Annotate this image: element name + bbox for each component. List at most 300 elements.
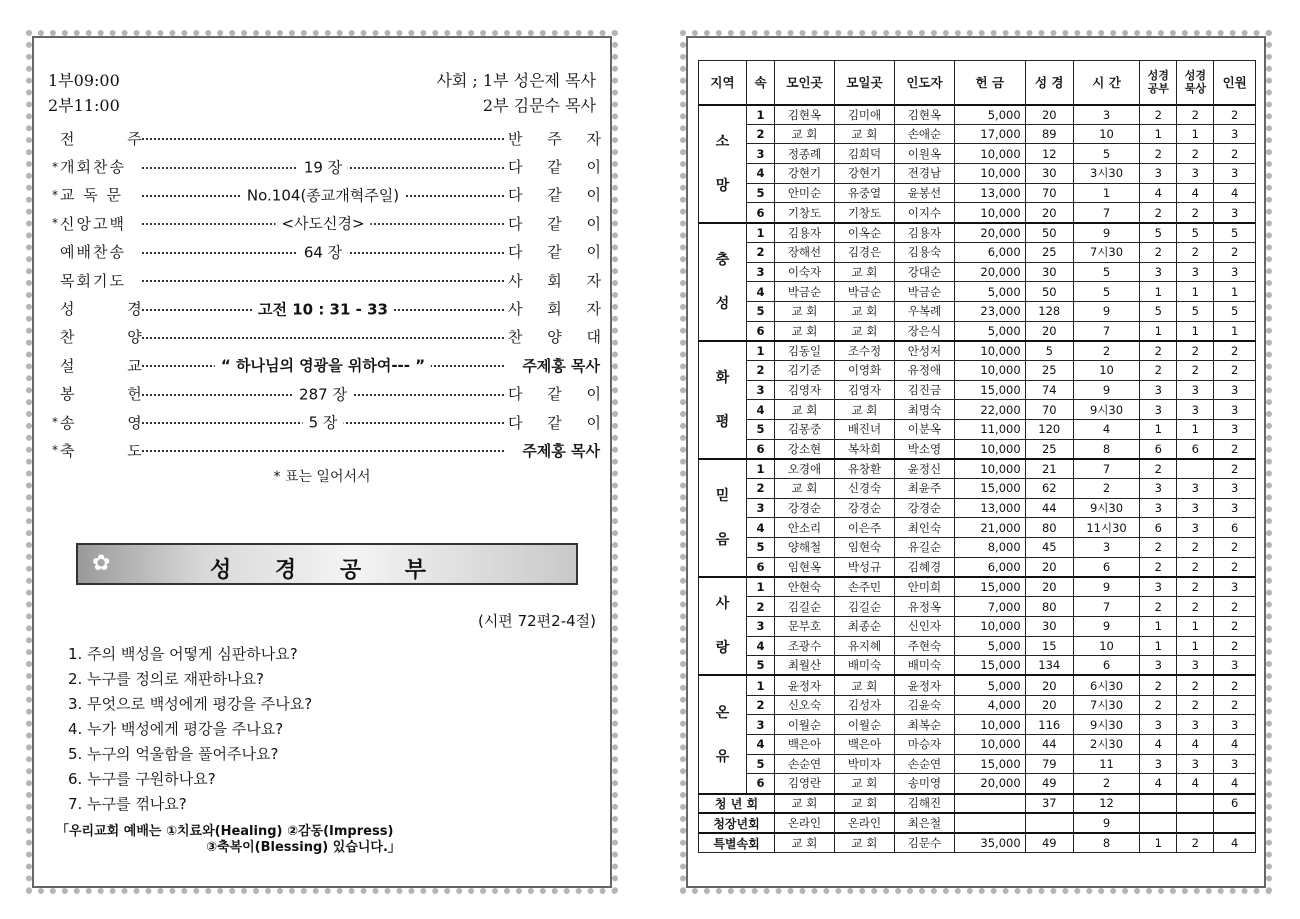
- cell-number: 4: [747, 636, 775, 656]
- table-cell: 11,000: [954, 420, 1025, 440]
- table-cell: 강소현: [775, 439, 835, 459]
- table-cell: 김기준: [775, 360, 835, 380]
- order-item: [52, 436, 600, 464]
- table-cell: 50: [1025, 223, 1073, 243]
- table-cell: 3: [1140, 262, 1177, 282]
- table-cell: 5,000: [954, 282, 1025, 302]
- table-cell: 2: [1214, 636, 1256, 656]
- table-cell: 3: [1214, 754, 1256, 774]
- table-cell: 윤봉선: [894, 183, 954, 203]
- table-row: [699, 223, 1256, 243]
- table-cell: 안미순: [775, 183, 835, 203]
- table-cell: 최명숙: [894, 400, 954, 420]
- table-cell: 유창환: [834, 459, 894, 479]
- region-char: 성: [715, 295, 730, 312]
- table-cell: 9시30: [1073, 498, 1139, 518]
- table-cell: 손주민: [834, 577, 894, 597]
- order-item: [52, 294, 612, 322]
- table-cell: 신오숙: [775, 695, 835, 715]
- table-row: [699, 321, 1256, 341]
- order-leader-dots: [138, 351, 508, 379]
- table-cell: 윤정자: [894, 675, 954, 695]
- table-cell: 2: [1214, 459, 1256, 479]
- table-cell: 7: [1073, 597, 1139, 617]
- cell-number: 2: [747, 242, 775, 262]
- table-cell: 3: [1177, 262, 1214, 282]
- region-char: 랑: [715, 640, 730, 657]
- table-cell: 이은주: [834, 518, 894, 538]
- table-cell: 3: [1177, 400, 1214, 420]
- table-cell: 2: [1177, 360, 1214, 380]
- table-cell: 10,000: [954, 616, 1025, 636]
- table-cell: 1: [1177, 282, 1214, 302]
- table-row: [699, 754, 1256, 774]
- table-row: [699, 400, 1256, 420]
- table-cell: 9: [1073, 813, 1139, 833]
- table-cell: 교 회: [834, 301, 894, 321]
- column-header: 헌 금: [954, 61, 1025, 105]
- table-cell: 7시30: [1073, 242, 1139, 262]
- cell-number: 4: [747, 400, 775, 420]
- table-cell: 2: [1214, 675, 1256, 695]
- table-cell: 5: [1214, 223, 1256, 243]
- table-row: [699, 360, 1256, 380]
- region-char: 온: [715, 704, 730, 721]
- table-cell: 2: [1177, 833, 1214, 853]
- table-cell: 2: [1140, 557, 1177, 577]
- table-row: [699, 459, 1256, 479]
- table-cell: 2: [1177, 577, 1214, 597]
- table-cell: 장은식: [894, 321, 954, 341]
- order-leader-dots: [138, 209, 508, 237]
- table-cell: 10,000: [954, 439, 1025, 459]
- table-cell: 장해선: [775, 242, 835, 262]
- table-cell: 35,000: [954, 833, 1025, 853]
- table-cell: 교 회: [775, 321, 835, 341]
- order-person: 사 회 자: [508, 300, 612, 319]
- table-cell: 49: [1025, 833, 1073, 853]
- cell-number: 1: [747, 105, 775, 125]
- table-cell: 이원옥: [894, 144, 954, 164]
- table-cell: 3: [1140, 164, 1177, 184]
- service-hosts: [436, 68, 596, 118]
- table-cell: 1: [1177, 321, 1214, 341]
- table-cell: 15: [1025, 636, 1073, 656]
- table-cell: 최복순: [894, 715, 954, 735]
- table-cell: 김혜경: [894, 557, 954, 577]
- table-cell: 최종순: [834, 616, 894, 636]
- table-cell: 4: [1214, 735, 1256, 755]
- order-leader-dots: [138, 408, 508, 436]
- table-cell: 21: [1025, 459, 1073, 479]
- table-cell: 6,000: [954, 557, 1025, 577]
- table-cell: 2: [1140, 203, 1177, 223]
- order-label: 송 영: [60, 413, 166, 432]
- church-motto: [56, 824, 401, 856]
- cell-number: 3: [747, 380, 775, 400]
- table-cell: 23,000: [954, 301, 1025, 321]
- table-cell: 5: [1177, 301, 1214, 321]
- table-cell: 20: [1025, 557, 1073, 577]
- table-cell: 송미영: [894, 774, 954, 794]
- table-cell: 9: [1073, 380, 1139, 400]
- table-cell: 손순연: [775, 754, 835, 774]
- table-cell: [954, 813, 1025, 833]
- table-cell: 박성규: [834, 557, 894, 577]
- table-cell: 10,000: [954, 735, 1025, 755]
- column-header: 인도자: [894, 61, 954, 105]
- table-cell: 5: [1073, 282, 1139, 302]
- cell-number: 2: [747, 597, 775, 617]
- order-person: 주제홍 목사: [522, 441, 600, 460]
- cell-number: 2: [747, 124, 775, 144]
- table-cell: 9시30: [1073, 400, 1139, 420]
- table-cell: 최월산: [775, 656, 835, 676]
- table-cell: 김윤숙: [894, 695, 954, 715]
- table-cell: [1140, 813, 1177, 833]
- order-person: 다 같 이: [508, 413, 612, 432]
- order-item: [52, 209, 612, 237]
- table-row: [699, 538, 1256, 558]
- cell-number: 6: [747, 439, 775, 459]
- table-cell: 6시30: [1073, 675, 1139, 695]
- table-cell: 20: [1025, 321, 1073, 341]
- table-cell: 15,000: [954, 479, 1025, 499]
- table-cell: 80: [1025, 518, 1073, 538]
- bible-study-banner: [76, 543, 578, 585]
- table-cell: 신경숙: [834, 479, 894, 499]
- table-cell: 1: [1073, 183, 1139, 203]
- table-cell: 6: [1073, 656, 1139, 676]
- table-cell: 9: [1073, 301, 1139, 321]
- cell-number: 4: [747, 518, 775, 538]
- table-cell: 10: [1073, 360, 1139, 380]
- table-cell: 최은철: [894, 813, 954, 833]
- table-cell: 2: [1177, 695, 1214, 715]
- table-cell: 마승자: [894, 735, 954, 755]
- cell-number: 1: [747, 675, 775, 695]
- table-cell: 5: [1177, 223, 1214, 243]
- order-leader-dots: [138, 181, 508, 209]
- table-cell: 5,000: [954, 675, 1025, 695]
- service-times: [48, 68, 120, 118]
- region-name: [699, 223, 747, 341]
- order-star: *: [52, 415, 58, 430]
- region-char: 소: [715, 133, 730, 150]
- table-cell: 89: [1025, 124, 1073, 144]
- table-cell: 11시30: [1073, 518, 1139, 538]
- order-content: <사도신경>: [275, 213, 370, 234]
- table-cell: 2: [1214, 242, 1256, 262]
- table-cell: 2: [1214, 597, 1256, 617]
- table-cell: 5: [1025, 341, 1073, 361]
- table-cell: 김동일: [775, 341, 835, 361]
- table-cell: 10,000: [954, 715, 1025, 735]
- table-cell: 3: [1177, 498, 1214, 518]
- table-cell: 8: [1073, 833, 1139, 853]
- attendance-panel: [686, 36, 1266, 888]
- cell-number: 6: [747, 203, 775, 223]
- table-cell: 유지혜: [834, 636, 894, 656]
- table-cell: [1140, 794, 1177, 814]
- study-question: 1. 주의 백성을 어떻게 심판하나요?: [68, 645, 298, 663]
- table-cell: 신인자: [894, 616, 954, 636]
- table-cell: 3: [1140, 754, 1177, 774]
- order-content: 19 장: [298, 156, 348, 177]
- table-cell: 3: [1140, 479, 1177, 499]
- special-row: [699, 813, 1256, 833]
- table-cell: 2: [1177, 597, 1214, 617]
- table-cell: 김몽중: [775, 420, 835, 440]
- region-name: [699, 459, 747, 577]
- table-cell: 22,000: [954, 400, 1025, 420]
- order-item: [52, 351, 600, 379]
- table-cell: 이분옥: [894, 420, 954, 440]
- order-person: 다 같 이: [508, 385, 612, 404]
- table-cell: 교 회: [775, 479, 835, 499]
- table-cell: 10,000: [954, 144, 1025, 164]
- table-cell: 20: [1025, 675, 1073, 695]
- order-item: [52, 323, 612, 351]
- cell-number: 6: [747, 321, 775, 341]
- order-item: [52, 408, 612, 436]
- table-cell: 12: [1073, 794, 1139, 814]
- table-cell: 강경순: [834, 498, 894, 518]
- table-cell: 이영화: [834, 360, 894, 380]
- table-cell: 15,000: [954, 656, 1025, 676]
- table-cell: 5: [1140, 223, 1177, 243]
- table-cell: 교 회: [775, 301, 835, 321]
- cell-number: 1: [747, 577, 775, 597]
- table-cell: 25: [1025, 242, 1073, 262]
- table-cell: 주현숙: [894, 636, 954, 656]
- table-cell: 1: [1140, 282, 1177, 302]
- table-cell: 44: [1025, 735, 1073, 755]
- cell-number: 3: [747, 616, 775, 636]
- table-cell: 2: [1073, 341, 1139, 361]
- special-group-name: 청 년 회: [699, 794, 775, 814]
- table-cell: 4: [1177, 735, 1214, 755]
- table-cell: 2: [1073, 774, 1139, 794]
- region-name: [699, 341, 747, 459]
- column-header: 인원: [1214, 61, 1256, 105]
- table-cell: 2: [1177, 675, 1214, 695]
- order-person: 찬 양 대: [508, 328, 612, 347]
- table-cell: 2: [1177, 144, 1214, 164]
- table-cell: 2: [1140, 360, 1177, 380]
- table-cell: 4: [1214, 833, 1256, 853]
- table-cell: 20,000: [954, 774, 1025, 794]
- table-cell: 6: [1214, 794, 1256, 814]
- table-cell: 30: [1025, 262, 1073, 282]
- table-cell: 30: [1025, 616, 1073, 636]
- table-cell: 3: [1140, 656, 1177, 676]
- table-cell: 임현숙: [834, 538, 894, 558]
- table-cell: 교 회: [834, 400, 894, 420]
- table-cell: 74: [1025, 380, 1073, 400]
- table-cell: 강현기: [834, 164, 894, 184]
- table-cell: 배미숙: [894, 656, 954, 676]
- flower-icon: ✿: [92, 551, 111, 576]
- service-time-1: 1부09:00: [48, 71, 120, 90]
- table-cell: 1: [1140, 616, 1177, 636]
- order-leader-dots: [138, 266, 508, 294]
- order-leader-dots: [138, 152, 508, 180]
- table-cell: 44: [1025, 498, 1073, 518]
- table-cell: 2: [1177, 203, 1214, 223]
- table-row: [699, 124, 1256, 144]
- study-question: 7. 누구를 꺾나요?: [68, 795, 187, 813]
- order-label: 전 주: [60, 129, 166, 148]
- table-cell: 70: [1025, 400, 1073, 420]
- table-cell: 20: [1025, 105, 1073, 125]
- cell-number: 5: [747, 420, 775, 440]
- order-label: 개회찬송: [60, 158, 126, 177]
- table-cell: 유중열: [834, 183, 894, 203]
- order-label: 축 도: [60, 441, 166, 460]
- region-char: 유: [715, 748, 730, 765]
- order-item: [52, 124, 612, 152]
- motto-line-1: 「우리교회 예배는 ①치료와(Healing) ②감동(Impress): [56, 824, 394, 839]
- table-cell: 배진녀: [834, 420, 894, 440]
- order-label: 목회기도: [60, 271, 126, 290]
- table-cell: [1177, 813, 1214, 833]
- cell-number: 2: [747, 360, 775, 380]
- table-cell: 2: [1214, 144, 1256, 164]
- study-questions: [68, 642, 312, 817]
- worship-order-list: [52, 124, 612, 465]
- column-header: 성 경: [1025, 61, 1073, 105]
- table-cell: 1: [1177, 616, 1214, 636]
- table-row: [699, 498, 1256, 518]
- table-row: [699, 636, 1256, 656]
- table-cell: 8: [1073, 439, 1139, 459]
- table-cell: 김현옥: [894, 105, 954, 125]
- table-header-row: [699, 61, 1256, 105]
- table-cell: 2: [1140, 675, 1177, 695]
- region-name: [699, 675, 747, 793]
- cell-number: 2: [747, 695, 775, 715]
- table-cell: 3: [1214, 380, 1256, 400]
- table-cell: 유길순: [894, 538, 954, 558]
- table-cell: 최윤주: [894, 479, 954, 499]
- table-cell: 5,000: [954, 636, 1025, 656]
- table-row: [699, 557, 1256, 577]
- table-row: [699, 518, 1256, 538]
- table-cell: 10,000: [954, 360, 1025, 380]
- table-cell: 1: [1177, 636, 1214, 656]
- order-leader-dots: [138, 436, 508, 464]
- column-header: 속: [747, 61, 775, 105]
- table-cell: 김문수: [894, 833, 954, 853]
- table-cell: 2시30: [1073, 735, 1139, 755]
- cell-number: 5: [747, 301, 775, 321]
- table-cell: 교 회: [775, 833, 835, 853]
- table-cell: 10: [1073, 124, 1139, 144]
- table-cell: 4: [1177, 774, 1214, 794]
- table-cell: 전경남: [894, 164, 954, 184]
- table-cell: 김영란: [775, 774, 835, 794]
- table-cell: 10: [1073, 636, 1139, 656]
- table-cell: 120: [1025, 420, 1073, 440]
- table-cell: 6,000: [954, 242, 1025, 262]
- table-cell: 20: [1025, 203, 1073, 223]
- cell-number: 6: [747, 774, 775, 794]
- bible-study-title: 성 경 공 부: [210, 558, 444, 583]
- table-row: [699, 301, 1256, 321]
- table-cell: 2: [1140, 341, 1177, 361]
- table-cell: 김용자: [775, 223, 835, 243]
- table-cell: 이월순: [834, 715, 894, 735]
- region-char: 충: [715, 251, 730, 268]
- order-label: 봉 헌: [60, 385, 166, 404]
- table-row: [699, 341, 1256, 361]
- special-group-name: 특별속회: [699, 833, 775, 853]
- table-cell: 9: [1073, 616, 1139, 636]
- table-cell: 8,000: [954, 538, 1025, 558]
- table-cell: 25: [1025, 360, 1073, 380]
- cell-number: 1: [747, 223, 775, 243]
- table-cell: 13,000: [954, 183, 1025, 203]
- table-cell: 3: [1140, 715, 1177, 735]
- table-cell: 9: [1073, 577, 1139, 597]
- cell-number: 3: [747, 715, 775, 735]
- table-cell: 3: [1214, 498, 1256, 518]
- table-cell: 116: [1025, 715, 1073, 735]
- table-row: [699, 479, 1256, 499]
- table-cell: 박금순: [834, 282, 894, 302]
- table-cell: 교 회: [775, 400, 835, 420]
- table-cell: 3: [1214, 479, 1256, 499]
- table-cell: 온라인: [834, 813, 894, 833]
- table-row: [699, 656, 1256, 676]
- table-cell: 김영자: [775, 380, 835, 400]
- table-row: [699, 577, 1256, 597]
- order-person: 다 같 이: [508, 214, 612, 233]
- table-cell: 10,000: [954, 203, 1025, 223]
- table-row: [699, 105, 1256, 125]
- table-cell: 안성저: [894, 341, 954, 361]
- table-cell: 4: [1140, 735, 1177, 755]
- order-star: *: [52, 443, 58, 458]
- table-cell: 온라인: [775, 813, 835, 833]
- table-cell: 교 회: [834, 675, 894, 695]
- table-cell: 2: [1177, 242, 1214, 262]
- table-row: [699, 735, 1256, 755]
- table-cell: 3: [1214, 577, 1256, 597]
- table-cell: 3: [1177, 164, 1214, 184]
- table-cell: 3: [1214, 400, 1256, 420]
- table-row: [699, 715, 1256, 735]
- table-cell: 5,000: [954, 321, 1025, 341]
- table-row: [699, 695, 1256, 715]
- table-cell: 6: [1214, 518, 1256, 538]
- order-person: 다 같 이: [508, 243, 612, 262]
- table-cell: 3: [1140, 577, 1177, 597]
- order-item: [52, 266, 612, 294]
- table-cell: 2: [1177, 538, 1214, 558]
- table-cell: 4: [1214, 183, 1256, 203]
- order-content: 287 장: [293, 383, 353, 404]
- table-row: [699, 380, 1256, 400]
- host-1: 사회 ; 1부 성은제 목사: [436, 71, 596, 90]
- cell-number: 4: [747, 282, 775, 302]
- table-body: [699, 105, 1256, 853]
- table-cell: 안소리: [775, 518, 835, 538]
- table-cell: 교 회: [834, 833, 894, 853]
- table-cell: 1: [1177, 124, 1214, 144]
- table-cell: 2: [1214, 557, 1256, 577]
